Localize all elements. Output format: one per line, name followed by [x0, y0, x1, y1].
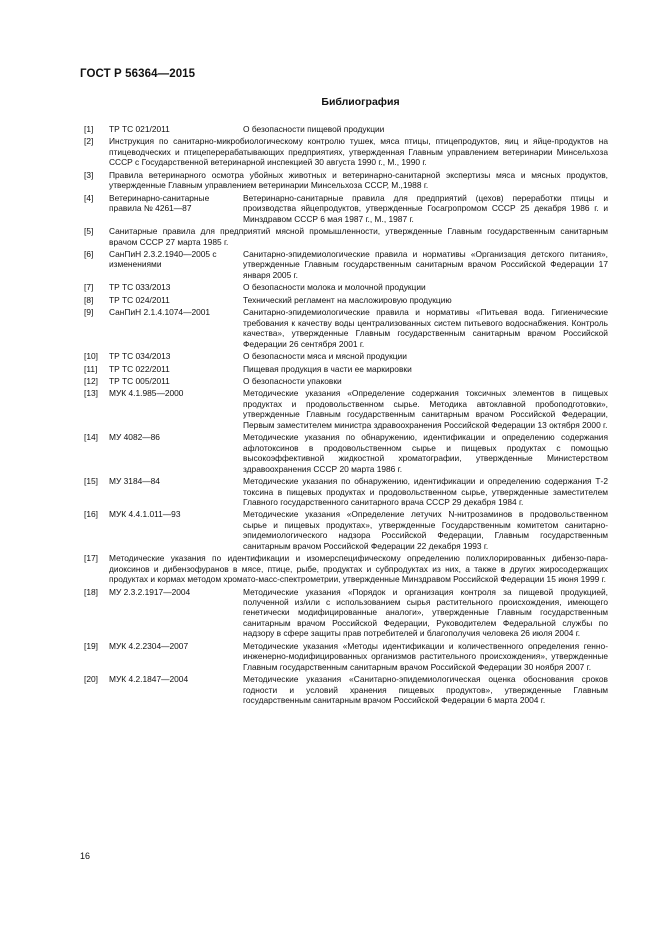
entry-number: [14]	[84, 432, 98, 443]
entry-description: Санитарно-эпидемиологические правила и нормативы «Питьевая вода. Гигиенические требования к качеству воды централизованных систем питьевого водоснабжения. Контроль качества», утвержденные Главным государственным санитарным врачом Российской Федерации 26 сентября 2001 г.	[243, 307, 608, 349]
bibliography-entry	[84, 553, 608, 584]
bibliography-entry	[84, 587, 608, 639]
entry-description: Методические указания «Определение содержания токсичных элементов в пищевых продуктах и продовольственном сырье. Методика автоклавной пробоподготовки», утвержденные Главным государственным санитарным врачом Российской Федерации, Первым заместителем министра здравоохранения Российской Федерации 13 октября 2000 г.	[243, 388, 608, 430]
entry-number: [9]	[84, 307, 94, 318]
bibliography-entry	[84, 641, 608, 672]
entry-reference: ТР ТС 034/2013	[109, 351, 171, 362]
entry-description: Технический регламент на масложировую продукцию	[243, 294, 452, 305]
entry-number: [17]	[84, 553, 98, 564]
entry-reference: МУК 4.1.985—2000	[109, 388, 184, 399]
entry-number: [5]	[84, 226, 94, 237]
entry-number: [1]	[84, 124, 94, 134]
bibliography-entry	[84, 295, 608, 305]
entry-reference: СанПиН 2.1.4.1074—2001	[109, 307, 211, 318]
entry-description: Методические указания по обнаружению, идентификации и определению содержания афлотоксинов в продовольственном сырье и пищевых продуктах с помощью высокоэффективной жидкостной хроматографии, утвержденные Министерством здравоохранения СССР 20 марта 1986 г.	[243, 432, 608, 474]
entry-text: Правила ветеринарного осмотра убойных животных и ветеринарно-санитарной экспертизы мяса и мясных продуктов, утвержденные Главным управлением ветеринарии Минсельхоза СССР, М.,1988 г.	[109, 169, 608, 191]
entry-text: Инструкция по санитарно-микробиологическому контролю тушек, мяса птицы, птицепродуктов, яиц и яйце-продуктов на птицеводческих и птицеперерабатывающих предприятиях, утвержденная Главным управлением ветеринарии Минсельхоза СССР с Государственной ветеринарной инспекцией 30 августа 1990 г., М., 1990 г.	[109, 136, 608, 168]
entry-number: [11]	[84, 363, 98, 374]
bibliography-list	[84, 124, 608, 708]
bibliography-entry	[84, 432, 608, 474]
entry-reference: МУК 4.2.1847—2004	[109, 674, 189, 685]
entry-number: [13]	[84, 388, 98, 399]
bibliography-entry	[84, 249, 608, 280]
page-number: 16	[80, 851, 91, 861]
bibliography-entry	[84, 351, 608, 361]
entry-description: Методические указания по обнаружению, идентификации и определению содержания Т-2 токсина в пищевых продуктах и продовольственном сырье, утвержденные заместителем Главного государственного санитарного врача СССР 29 декабря 1984 г.	[243, 476, 608, 507]
bibliography-entry	[84, 193, 608, 224]
entry-number: [10]	[84, 351, 98, 362]
entry-description: Санитарно-эпидемиологические правила и нормативы «Организация детского питания», утвержденные Главным государственным санитарным врачом Российской Федерации 17 января 2005 г.	[243, 248, 608, 280]
entry-number: [2]	[84, 136, 94, 147]
document-code: ГОСТ Р 56364—2015	[80, 68, 196, 80]
entry-number: [4]	[84, 192, 94, 203]
entry-number: [6]	[84, 248, 94, 259]
bibliography-entry	[84, 376, 608, 386]
bibliography-entry	[84, 124, 608, 134]
entry-number: [20]	[84, 674, 98, 685]
entry-reference: МУК 4.4.1.011—93	[109, 509, 181, 520]
bibliography-entry	[84, 388, 608, 430]
entry-description: О безопасности молока и молочной продукции	[243, 282, 426, 293]
section-title: Библиография	[321, 96, 400, 108]
entry-number: [12]	[84, 375, 98, 386]
entry-number: [3]	[84, 169, 94, 180]
entry-reference: ТР ТС 024/2011	[109, 294, 170, 305]
entry-number: [16]	[84, 509, 98, 520]
bibliography-entry	[84, 170, 608, 191]
entry-number: [7]	[84, 282, 94, 293]
entry-text: Санитарные правила для предприятий мясной промышленности, утвержденные Главным государственным санитарным врачом СССР 27 марта 1985 г.	[109, 226, 608, 247]
entry-number: [15]	[84, 476, 98, 487]
entry-reference: ТР ТС 005/2011	[109, 375, 170, 386]
entry-text: Методические указания по идентификации и изомерспецифическому определению полихлорированных дибензо-пара-диоксинов и дибензофуранов в мясе, птице, рыбе, продуктах и субпродуктах из них, а также в других жиросодержащих продуктах и кормах методом хромато-масс-спектрометрии, утвержденные Минздравом Российской Федерации 15 июня 1999 г.	[109, 553, 608, 585]
bibliography-entry	[84, 364, 608, 374]
entry-description: Пищевая продукция в части ее маркировки	[243, 363, 412, 374]
entry-reference: МУ 2.3.2.1917—2004	[109, 586, 191, 597]
entry-description: Методические указания «Методы идентификации и количественного определения генно-инженерно-модифицированных организмов растительного происхождения», утвержденные Главным государственным санитарным врачом Российской Федерации 30 ноября 2007 г.	[243, 640, 608, 672]
entry-reference: ТР ТС 022/2011	[109, 363, 170, 374]
entry-description: Методические указания «Порядок и организация контроля за пищевой продукцией, полученной из/или с использованием сырья растительного происхождения, имеющего генетически модифицированные аналоги», утвержденные Главным государственным санитарным врачом Российской Федерации, Руководителем Федеральной службы по надзору в сфере защиты прав потребителей и благополучия человека 26 июля 2004 г.	[243, 586, 608, 639]
bibliography-entry	[84, 136, 608, 167]
entry-description: О безопасности мяса и мясной продукции	[243, 351, 407, 362]
entry-description: Ветеринарно-санитарные правила для предприятий (цехов) переработки птицы и производства яйцепродуктов, утвержденные Госагропромом СССР 25 декабря 1986 г. и Минздравом СССР 6 мая 1987 г., М., 1987 г.	[243, 192, 608, 224]
bibliography-entry	[84, 282, 608, 292]
entry-reference: ТР ТС 033/2013	[109, 282, 171, 293]
entry-reference: Ветеринарно-санитарные правила № 4261—87	[109, 192, 210, 214]
entry-description: Методические указания «Санитарно-эпидемиологическая оценка обоснования сроков годности и условий хранения пищевых продуктов», утвержденные Главным государственным санитарным врачом Российской Федерации 6 марта 2004 г.	[243, 674, 608, 706]
entry-reference: ТР ТС 021/2011	[109, 124, 170, 134]
entry-description: О безопасности упаковки	[243, 375, 342, 386]
entry-description: Методические указания «Определение летучих N-нитрозаминов в продовольственном сырье и пищевых продуктах», утвержденные Государственным комитетом санитарно-эпидемиологического надзора Российской Федерации, Главным государственным санитарным врачом Российской Федерации 22 декабря 1993 г.	[243, 509, 608, 551]
entry-number: [8]	[84, 294, 94, 305]
bibliography-entry	[84, 674, 608, 705]
entry-reference: МУК 4.2.2304—2007	[109, 640, 189, 651]
bibliography-entry	[84, 476, 608, 507]
bibliography-entry	[84, 226, 608, 247]
bibliography-entry	[84, 307, 608, 349]
bibliography-entry	[84, 509, 608, 551]
entry-description: О безопасности пищевой продукции	[243, 124, 385, 134]
entry-number: [19]	[84, 640, 98, 651]
entry-reference: МУ 4082—86	[109, 432, 160, 443]
entry-reference: СанПиН 2.3.2.1940—2005 с изменениями	[109, 248, 217, 270]
entry-number: [18]	[84, 586, 98, 597]
entry-reference: МУ 3184—84	[109, 476, 160, 487]
